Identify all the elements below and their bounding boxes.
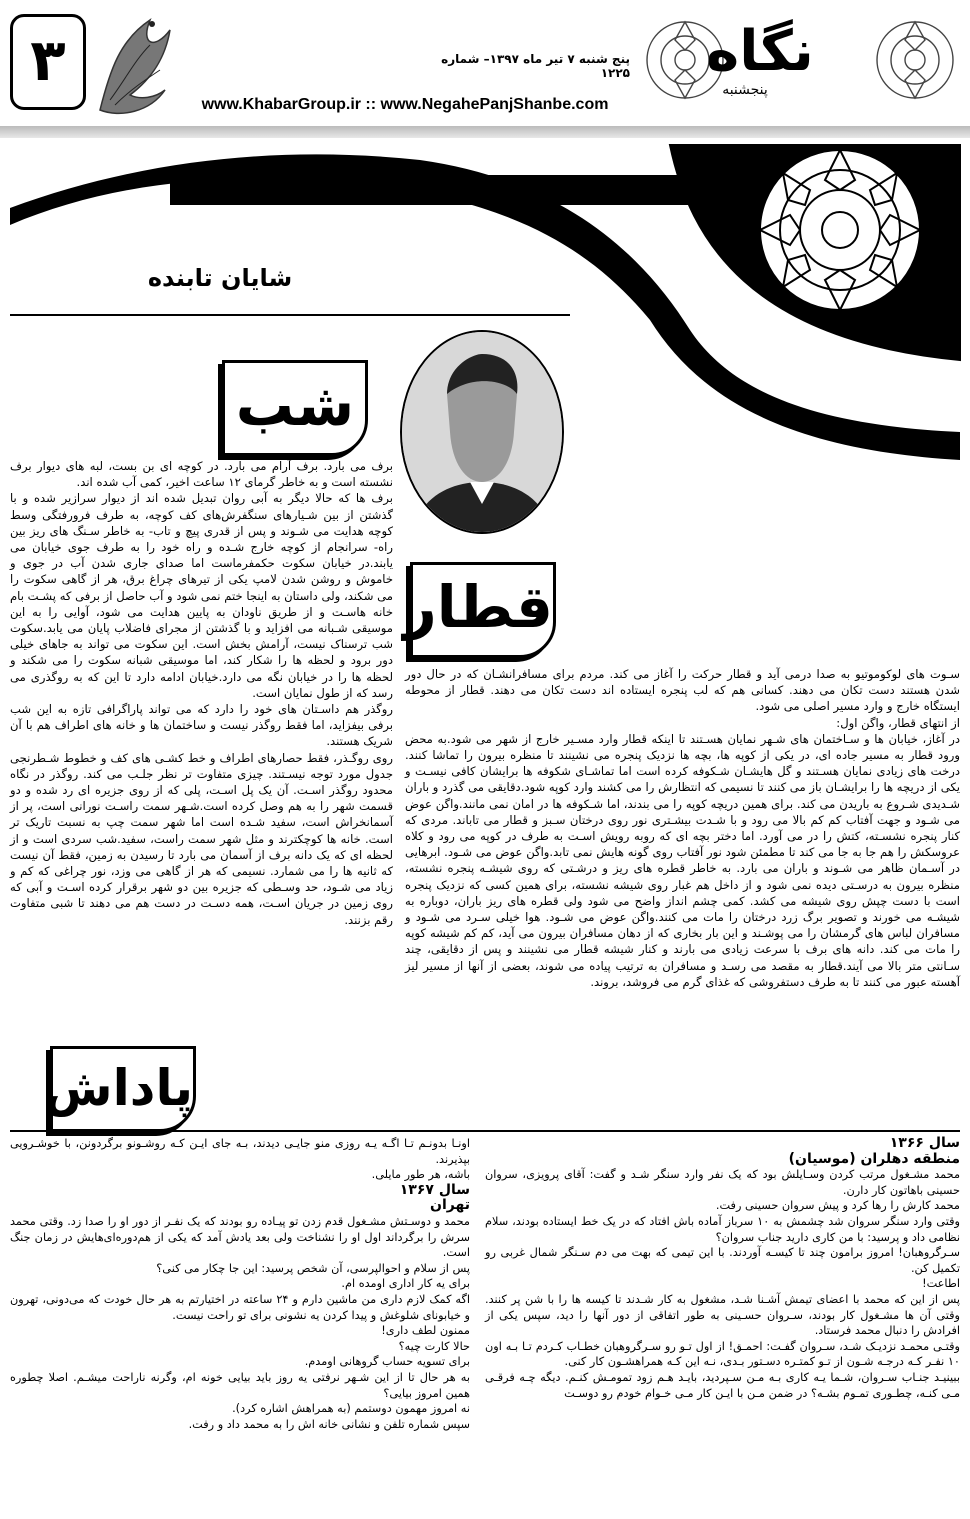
padash-paragraph: سپس شماره تلفن و نشانی خانه اش را به محمد داد و رفت. — [188, 1417, 470, 1431]
padash-paragraph: محمد مشـغول مرتب کردن وسـایلش بود که یک نفر وارد سنگر شـد و گفت: آقای پرویزی، سروان حسینی باهاتون کار دارن. — [485, 1168, 960, 1197]
padash-paragraph: ممنون لطف داری! — [381, 1324, 470, 1338]
padash-paragraph: حالا کارت چیه؟ — [398, 1339, 470, 1353]
padash-paragraph: نه امروز مهمون دوستمم (به همراهش اشاره کرد). — [232, 1402, 470, 1416]
header-divider — [0, 126, 970, 138]
padash-paragraph: پس از این که محمد با اعضای تیمش آشـنا شـد، مشغول به کار شـدند تا کیسه ها را با شن پر کنند. وقتی آن ها مشـغول کار بودند، سـروان حسـینی به طور اتفاقی از دور آنها را دید، سپس یکی از افرادش را دنبال محمد فرستاد. — [485, 1292, 960, 1338]
shab-paragraph: برف ها که حالا دیگر به آبی روان تبدیل شده اند از دیوار سرازیر شده و با گذشتن از بین شـیارهای سنگفرش‌های کف کوچه، به طرف فرورفتگی وسط کوچه هدایت می شـوند و پس از قدری پیچ و تاب- به خاطر سـنگ های ریز بین راه- سرانجام از کوچه خارج شـده و راه خود را به طرف جوی خیابان می یابند.در خیابان سکوت حکمفرماست اما صدای جاری شدن آب در جوی و خاموش و روشن شدن لامپ یکی از تیرهای چراغ برق، هر از گاهی سکوت را می شکند، ولی داستان به اینجا ختم نمی شود و آب حاصل از برفی که پشـت بام خانه هاسـت و از طریق ناودان به پایین هدایت می شود، آوایی را به این موسیقی شـبانه می افزاید و با گذشتن از مجرای فاضلاب پایان می یابد.سکوت شب ترسناک نیست، آرامش بخش است. این سکوت می تواند به جاهای خیلی دور برود و لحظه ها را شکار کند، اما موسیقی شبانه سکوت را می شکند و لحظه ها را در خیابان نگه می دارد.خیابان ادامه دارد تا این که به روگذری می رسد که از طول نمایان است. — [10, 491, 393, 700]
padash-heading: منطقه دهلران (موسیان) — [788, 1150, 960, 1167]
padash-heading: تهران — [430, 1197, 470, 1214]
shab-paragraph: برف می بارد. برف آرام می بارد. در کوچه ای بن بست، لبه های دیوار برف نشسته است و به خاطر گرمای ۱۲ ساعت اخیر، کمی آب شده اند. — [10, 459, 393, 490]
website-links[interactable]: www.KhabarGroup.ir :: www.NegahePanjShanbe.com — [201, 96, 609, 113]
padash-paragraph: برای تسویه حساب گروهانی اومدم. — [304, 1355, 470, 1369]
padash-paragraph: به هر حال تا از این شـهر نرفتی یه روز باید بیایی خونه ام، وگرنه ناراحت میشـم. اصلا چطوره همین امروز بیایی؟ — [10, 1370, 470, 1400]
padash-paragraph: وقتـی محمـد نزدیـک شـد، سـروان گفـت: احمـق! از اول تـو رو سـرگروهبان خطـاب کـردم تـا بـه اون ۱۰ نفـر کـه درجـه شـون از تـو کمتـره دسـتور بـدی، نـه این کـه همراهشـون کار کنی. — [485, 1339, 960, 1369]
shab-title: شب — [222, 360, 368, 456]
padash-paragraph: اگه کمک لازم داری من ماشین دارم و ۲۴ ساعته در اختیارتم به هر حال خودت که می‌دونی، تهرون و خیابونای شلوغش و پیدا کردن یه نشونی برای تو راحت نیست. — [10, 1292, 470, 1322]
padash-column-right — [485, 1136, 960, 1516]
padash-heading: سال ۱۳۶۶ — [889, 1135, 960, 1151]
author-name: شایان تابنده — [147, 264, 293, 292]
ghatar-title: قطار — [410, 562, 556, 658]
padash-paragraph: محمد و دوسـتش مشـغول قدم زدن تو پیـاده رو بودند که یک نفـر از دور او را صدا زد. وقتی محمد سرش را برگرداند اول او را نشناخت ولی بعد یادش آمد که یکی از هم‌دوره‌ای‌هایش در زمان جنگ است. — [10, 1214, 470, 1260]
ghatar-story — [405, 666, 960, 1091]
shab-story — [10, 458, 393, 978]
shab-paragraph: روگذر هم داسـتان های خود را دارد که می تواند پاراگرافی تازه به این شب برفی بیفزاید، اما فقط روگذر نیست و ساختمان ها و خانه های اطراف هم با آن شریک هستند. — [10, 702, 393, 749]
padash-paragraph: اونـا بدونـم تـا اگـه یـه روزی منو جایـی دیدند، بـه جای ایـن کـه روشـونو برگردونن، با خوشـرویی بپذیرند. — [10, 1137, 470, 1166]
padash-title: پاداش — [50, 1046, 196, 1132]
padash-paragraph: سـرگروهبان! امروز برامون چند تا کیسـه آوردند. با این تیمی که بهت می دم سـنگر شمال غربی رو تکمیل کن. — [485, 1246, 960, 1275]
masthead-subtitle: پنجشنبه — [722, 82, 768, 98]
padash-paragraph: ببینیـد جنـاب سـروان، شـما یـه کاری بـه مـن سـپردید، بایـد هـم زود تمومـش کنـم. دیگه چـه فرقـی مـی کنـه، چطـوری تمـوم بشـه؟ در ضمن مـن با ایـن کار مـی خـوام خودم رو دوسـت — [485, 1370, 960, 1400]
padash-paragraph: اطاعت! — [922, 1277, 960, 1291]
padash-paragraph: پس از سلام و احوالپرسی، آن شخص پرسید: این جا چکار می کنی؟ — [156, 1261, 470, 1275]
page-number: ۳ — [10, 14, 86, 110]
padash-paragraph: باشه، هر طور مایلی. — [371, 1168, 470, 1182]
ghatar-paragraph: در آغاز، خیابان ها و سـاختمان های شـهر نمایان هسـتند تا اینکه قطار وارد مسـیر خارج از شهر می شود.به محض ورود قطار به مسیر جاده ای، در یکی از کوپه ها، بچه ها نزدیک پنجره می نشینند تا منظره بیرون را تماشا کنند. درخت های زیادی نمایان هسـتند و گل هایشـان شـکوفه کرده است اما تماشـای شکوفه ها برایشان کافی نیسـت و یکی از دریچه ها را برایشـان باز می کنند تا نسیمی که انتظارش را می کشند وارد کوپه شود.دقایقی می گذرد و باران شـدیدی شـروع به باریدن می کند. برای همین دریچه کوپه را می بندند، اما شـکوفه ها در امان نمی مانند.واگن عوض می شـود و جهت آفتاب کم کم بالا می رود و با شـدت بیشـتری نور روی درختان سـبز و قطار می تاباند. مردی که کنار پنجره نشسـته، کتش را در می آورد. اما دختر بچه ای که روبه رویش اسـت به طرف در کوپه می رود و کلاه عروسکش را هم جا به جا می کند تا مطمئن شود نور آفتاب روی گونه هایش نمی تابد.واگن عوض می شـود. ابرهایی در آسـمان ظاهر می شـوند و باران می بارد. به خاطر قطره های ریز و درشـتی که روی شیشـه پنجره نشسته، منظره بیرون به درسـتی دیده نمی شود و از داخل هم غبار روی شیشه نشسته، برای همین کسی که نزدیک پنجره است با دست چپش روی شیشه می کشد. کمی چشم انداز واضح می شود ولی قطره های ریز باران، دوباره به شیشـه می خورند و تصویر برگ زرد درختان را مات می کنند.واگن عوض می شـود. هوا خیلی سـرد می شـود و مسافران لباس های گرمشان را می پوشـند و این بار بخاری که از دهان مسافران بیرون می آید، کم کم شیشه کوپه را مات می کند. دانه های برف با سرعت زیادی می بارند و کنار شیشه قطار می نشینند و پس از دقایقی، چند سـانتی متر بالا می آیند.قطار به مقصد می رسـد و مسافران به ترتیب پیاده می شوند، بعضی از آنها از مسیر لیز آهسته عبور می کنند تا به طرف دستفروشی که غذای گرم می فروشد، بروند. — [405, 731, 960, 989]
masthead-logo: نگاه — [706, 19, 814, 84]
padash-rule — [10, 1130, 960, 1132]
ghatar-paragraph: از انتهای قطار، واگن اول: — [836, 715, 960, 730]
padash-column-left — [10, 1136, 470, 1516]
padash-paragraph: محمد کارش را رها کرد و پیش سروان حسینی رفت. — [715, 1199, 960, 1213]
padash-paragraph: برای یه کار اداری اومده ام. — [341, 1277, 470, 1291]
ghatar-paragraph: سـوت های لوکوموتیو به صدا درمی آید و قطار حرکت را آغاز می کند. مردم برای مسافرانشـان که در حال دور شدن هستند دست تکان می دهند. کسانی هم که لب پنجره ایستاده اند دست تکان می دهند. قطار از محوطه ایستگاه خارج و وارد مسیر اصلی می شود. — [405, 667, 960, 714]
issue-date-line: پنج شنبه ۷ تیر ماه ۱۳۹۷– شماره ۱۲۲۵ — [441, 52, 630, 80]
padash-heading: سال ۱۳۶۷ — [399, 1181, 470, 1198]
shab-paragraph: روی روگـذر، فقط حصارهای اطراف و خط کشـی های کف و خطوط شـطرنجی جدول مورد توجه نیسـتند. چیزی متفاوت تر نظر جلـب می کند. روگذر در نگاه محدود روگذر اسـت. آن یک پل اسـت، پلی که از روی جزیره ای رد شده و دو قسمت شهر را به هم وصل کرده است.شـهر سمت راسـت نورانی است، پر از آسمانخراش است، سفید شـده است اما شهر سمت چپ به نسبت تاریک تر است. خانه ها کوچکترند و مثل شهر سمت راست، سفید.شب سردی است و از لحظه ای که یک دانه برف از آسمان می بارد تا رسیدن به زمین، فقط آن نیست که ثانیه ها را می شمارد. نسیمی که هر از گاهی می وزد، نور چراغی که کم و زیاد می شـود، حد وسـطی که جزیره بین دو شهر برقرار کرده اسـت و آبی که روی زمین در جریان اسـت، همه دسـت در دست هم می دهند تا شبی متفاوت رقم بزنند. — [10, 750, 393, 927]
author-portrait — [400, 330, 564, 534]
padash-paragraph: وقتی وارد سنگر سروان شد چشمش به ۱۰ سرباز آماده باش افتاد که در یک خط ایستاده بودند، سلام نظامی داد و پرسید: با من کاری دارید جناب سروان؟ — [485, 1214, 960, 1244]
author-rule — [10, 314, 570, 316]
mandala-ornament — [630, 140, 970, 370]
